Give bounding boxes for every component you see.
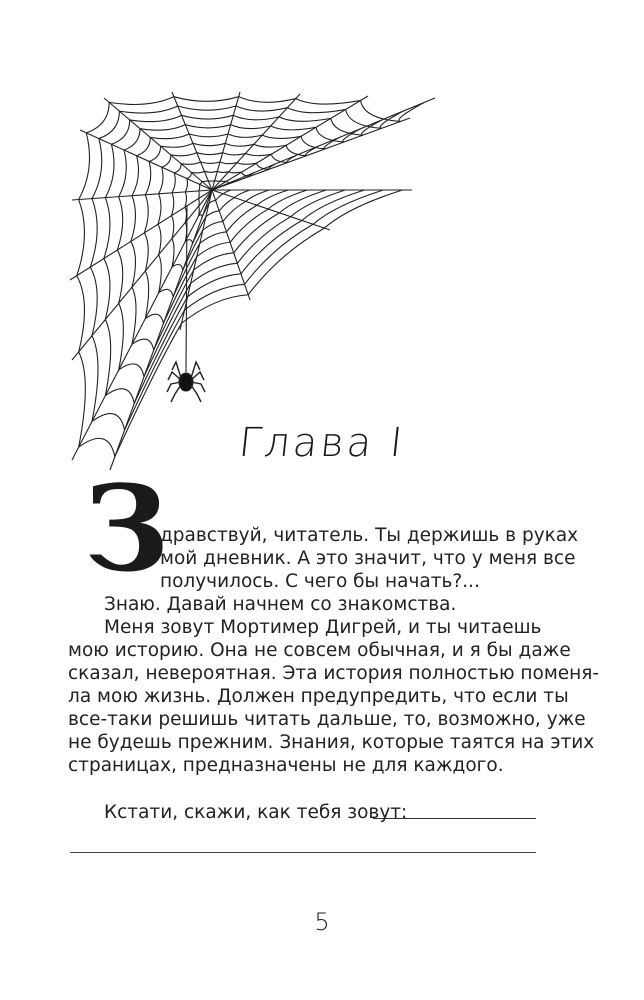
web-strand — [117, 125, 360, 377]
text-line: все-таки решишь читать дальше, то, возможно, уже — [68, 709, 586, 730]
web-strand — [144, 143, 318, 323]
text-line: Меня зовут Мортимер Дигрей, и ты читаешь — [104, 617, 542, 638]
web-strand — [191, 385, 201, 402]
web-strand — [158, 153, 297, 297]
spider-icon — [179, 373, 193, 391]
name-blank-line — [373, 818, 536, 819]
web-strand — [80, 130, 212, 190]
text-line: мою историю. Она не совсем обычная, и я бы даже — [68, 640, 571, 661]
text-line: страницах, предназначены не для каждого. — [68, 755, 504, 776]
text-line: дравствуй, читатель. Ты держишь в руках — [160, 525, 579, 546]
text-line: ла мою жизнь. Должен предупредить, что если ты — [68, 686, 569, 707]
web-strand — [104, 115, 382, 403]
web-strand — [90, 106, 403, 430]
web-strand — [72, 190, 212, 200]
text-line: не будешь прежним. Знания, которые таятся на этих — [68, 732, 595, 753]
web-strand — [180, 190, 212, 330]
web-strand — [171, 385, 181, 402]
text-line: мой дневник. А это значит, что у меня все — [160, 548, 576, 569]
chapter-title: Глава I — [236, 420, 408, 466]
drop-cap-letter: З — [84, 459, 170, 598]
web-strand — [172, 92, 212, 190]
name-prompt: Кстати, скажи, как тебя зовут: — [104, 802, 408, 823]
text-line: получилось. С чего бы начать?... — [160, 571, 480, 592]
writing-line — [70, 852, 536, 853]
page-number: 5 — [314, 908, 330, 936]
text-line: Знаю. Давай начнем со знакомства. — [104, 594, 457, 615]
text-line: сказал, невероятная. Эта история полностью поменя- — [68, 663, 600, 684]
